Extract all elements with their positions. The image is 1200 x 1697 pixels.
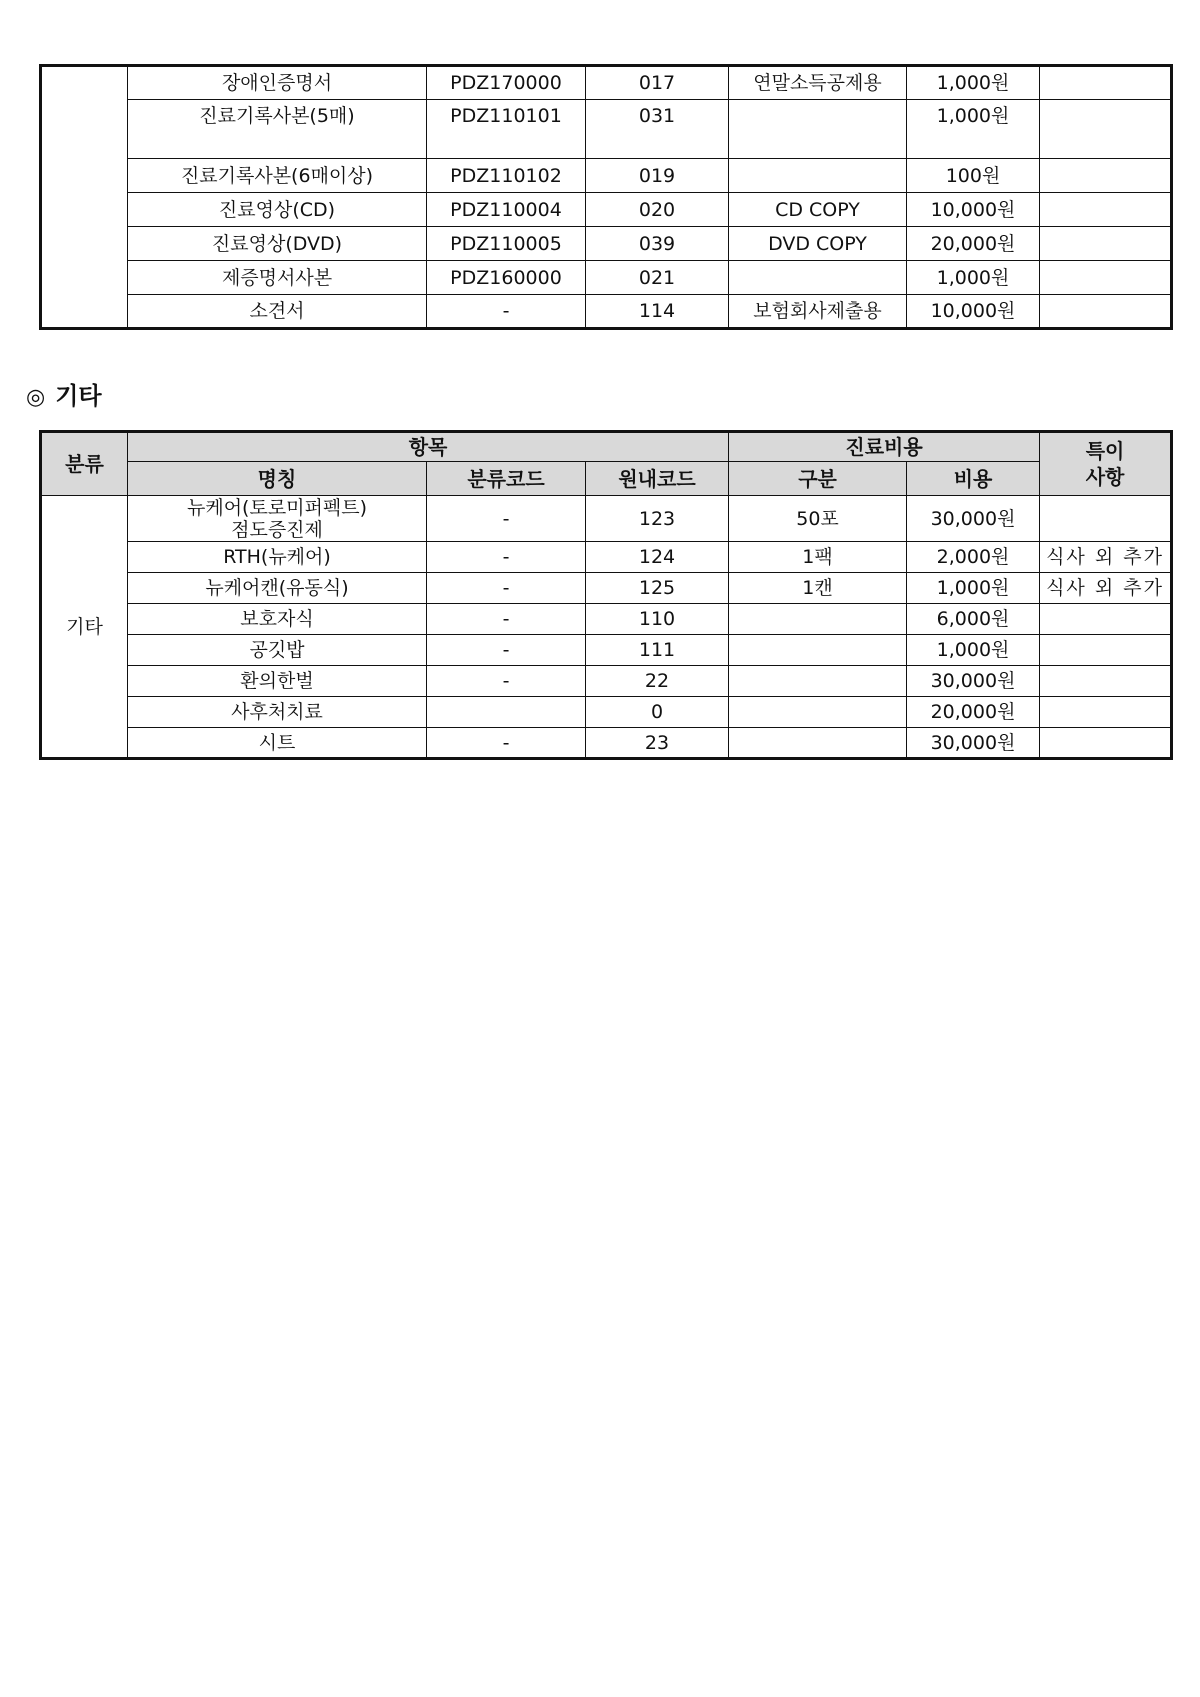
internal-code: 020 (586, 193, 729, 227)
fee-cost: 6,000원 (907, 604, 1040, 635)
item-name: 진료영상(CD) (128, 193, 427, 227)
class-code: PDZ110101 (427, 100, 586, 159)
fee-cost: 10,000원 (907, 295, 1040, 329)
internal-code: 124 (586, 542, 729, 573)
remark-cell (1040, 728, 1172, 759)
internal-code: 111 (586, 635, 729, 666)
fee-cost: 1,000원 (907, 573, 1040, 604)
class-code: - (427, 666, 586, 697)
class-code: - (427, 295, 586, 329)
remark-cell (1040, 159, 1172, 193)
internal-code: 0 (586, 697, 729, 728)
fee-cost: 30,000원 (907, 496, 1040, 542)
internal-code: 114 (586, 295, 729, 329)
item-name: 시트 (128, 728, 427, 759)
class-code: PDZ110004 (427, 193, 586, 227)
class-code: - (427, 573, 586, 604)
item-name: RTH(뉴케어) (128, 542, 427, 573)
table-row (41, 496, 1172, 542)
table-row (41, 261, 1172, 295)
class-code: - (427, 728, 586, 759)
fee-type: 보험회사제출용 (729, 295, 907, 329)
table-row (41, 666, 1172, 697)
table-row (41, 542, 1172, 573)
section-title-text: 기타 (55, 382, 102, 410)
header-remark (1040, 432, 1172, 496)
etc-fee-table (39, 430, 1173, 760)
remark-cell (1040, 666, 1172, 697)
table-row (41, 573, 1172, 604)
internal-code: 23 (586, 728, 729, 759)
table-row (41, 227, 1172, 261)
fee-cost: 1,000원 (907, 66, 1040, 100)
table-row (41, 604, 1172, 635)
remark-cell (1040, 604, 1172, 635)
fee-type: 1캔 (729, 573, 907, 604)
class-code: PDZ160000 (427, 261, 586, 295)
header-category: 분류 (41, 432, 128, 496)
internal-code: 22 (586, 666, 729, 697)
item-name: 환의한벌 (128, 666, 427, 697)
item-name: 사후처치료 (128, 697, 427, 728)
remark-cell (1040, 697, 1172, 728)
remark-cell (1040, 635, 1172, 666)
item-name: 장애인증명서 (128, 66, 427, 100)
fee-type (729, 697, 907, 728)
fee-cost: 100원 (907, 159, 1040, 193)
table-row (41, 100, 1172, 159)
fee-type: 연말소득공제용 (729, 66, 907, 100)
item-name: 진료영상(DVD) (128, 227, 427, 261)
fee-cost: 2,000원 (907, 542, 1040, 573)
remark-cell: 식사 외 추가 (1040, 573, 1172, 604)
fee-type (729, 100, 907, 159)
class-code (427, 697, 586, 728)
fee-type (729, 635, 907, 666)
internal-code: 110 (586, 604, 729, 635)
header-remark-line1: 특이 (1085, 439, 1125, 463)
fee-cost: 1,000원 (907, 261, 1040, 295)
remark-cell (1040, 227, 1172, 261)
remark-cell (1040, 100, 1172, 159)
header-row (41, 432, 1172, 462)
fee-cost: 30,000원 (907, 666, 1040, 697)
internal-code: 021 (586, 261, 729, 295)
remark-cell (1040, 496, 1172, 542)
fee-type (729, 666, 907, 697)
fee-cost: 1,000원 (907, 635, 1040, 666)
class-code: - (427, 496, 586, 542)
header-row (41, 462, 1172, 496)
internal-code: 031 (586, 100, 729, 159)
fee-type: CD COPY (729, 193, 907, 227)
table-row (41, 635, 1172, 666)
category-cell: 기타 (41, 496, 128, 759)
fee-type: 1팩 (729, 542, 907, 573)
table-row (41, 728, 1172, 759)
fee-type: 50포 (729, 496, 907, 542)
header-item: 항목 (128, 432, 729, 462)
header-code: 분류코드 (427, 462, 586, 496)
class-code: PDZ110005 (427, 227, 586, 261)
item-name: 소견서 (128, 295, 427, 329)
header-name: 명칭 (128, 462, 427, 496)
fee-cost: 20,000원 (907, 227, 1040, 261)
item-name: 공깃밥 (128, 635, 427, 666)
fee-type (729, 604, 907, 635)
table-row (41, 193, 1172, 227)
section-heading (26, 376, 102, 411)
remark-cell (1040, 295, 1172, 329)
fee-type (729, 261, 907, 295)
fee-type (729, 728, 907, 759)
item-name-line1: 뉴케어(토로미퍼펙트) (186, 496, 367, 519)
table-row (41, 66, 1172, 100)
class-code: - (427, 635, 586, 666)
item-name: 진료기록사본(5매) (128, 100, 427, 159)
remark-cell (1040, 261, 1172, 295)
table-row (41, 697, 1172, 728)
internal-code: 123 (586, 496, 729, 542)
remark-cell (1040, 66, 1172, 100)
item-name: 제증명서사본 (128, 261, 427, 295)
fee-type (729, 159, 907, 193)
item-name: 뉴케어캔(유동식) (128, 573, 427, 604)
table-row (41, 159, 1172, 193)
fee-cost: 20,000원 (907, 697, 1040, 728)
table-row (41, 295, 1172, 329)
header-remark-line2: 사항 (1085, 465, 1125, 489)
remark-cell (1040, 193, 1172, 227)
fee-table-continued (39, 64, 1173, 330)
header-internal: 원내코드 (586, 462, 729, 496)
internal-code: 019 (586, 159, 729, 193)
class-code: PDZ110102 (427, 159, 586, 193)
class-code: PDZ170000 (427, 66, 586, 100)
item-name (128, 496, 427, 542)
class-code: - (427, 604, 586, 635)
internal-code: 017 (586, 66, 729, 100)
internal-code: 125 (586, 573, 729, 604)
remark-cell: 식사 외 추가 (1040, 542, 1172, 573)
header-cost: 비용 (907, 462, 1040, 496)
class-code: - (427, 542, 586, 573)
item-name: 보호자식 (128, 604, 427, 635)
header-fee: 진료비용 (729, 432, 1040, 462)
fee-type: DVD COPY (729, 227, 907, 261)
double-circle-icon: ◎ (26, 385, 46, 410)
item-name: 진료기록사본(6매이상) (128, 159, 427, 193)
item-name-line2: 점도증진제 (231, 518, 323, 541)
fee-cost: 10,000원 (907, 193, 1040, 227)
category-cell (41, 66, 128, 329)
internal-code: 039 (586, 227, 729, 261)
fee-cost: 1,000원 (907, 100, 1040, 159)
header-type: 구분 (729, 462, 907, 496)
fee-cost: 30,000원 (907, 728, 1040, 759)
